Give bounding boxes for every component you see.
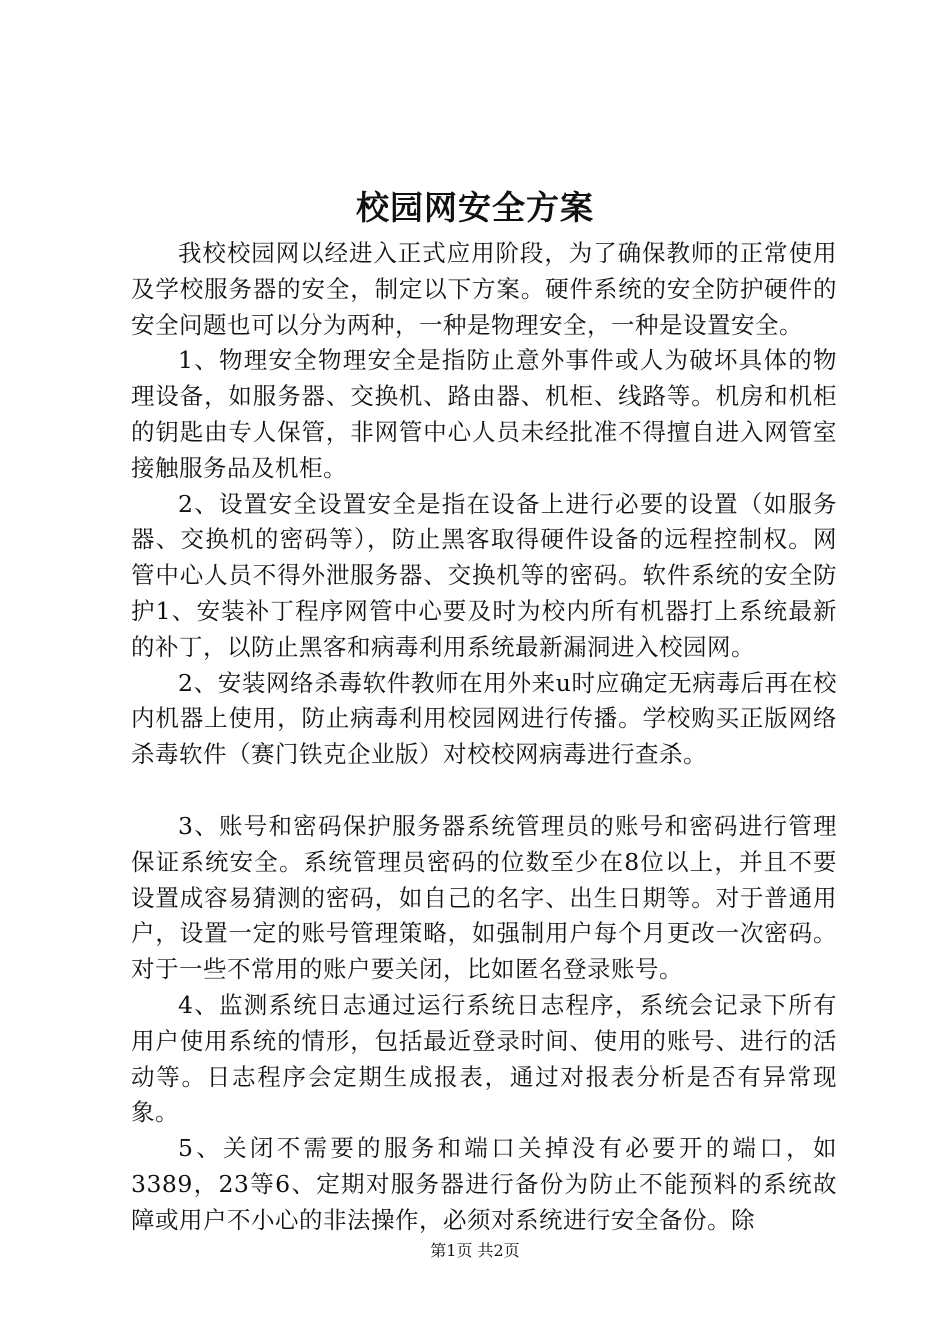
paragraph-intro: 我校校园网以经进入正式应用阶段，为了确保教师的正常使用及学校服务器的安全，制定以下方案。硬件系统的安全防护硬件的安全问题也可以分为两种，一种是物理安全，一种是设置安全。 <box>131 239 837 339</box>
document-body <box>131 236 837 1239</box>
paragraph-account-password: 3、账号和密码保护服务器系统管理员的账号和密码进行管理保证系统安全。系统管理员密码的位数至少在8位以上，并且不要设置成容易猜测的密码，如自己的名字、出生日期等。对于普通用户，设置一定的账号管理策略，如强制用户每个月更改一次密码。对于一些不常用的账户要关闭，比如匿名登录账号。 <box>131 811 837 984</box>
page-footer: 第1页 共2页 <box>430 1241 520 1260</box>
paragraph-physical-security: 1、物理安全物理安全是指防止意外事件或人为破坏具体的物理设备，如服务器、交换机、路由器、机柜、线路等。机房和机柜的钥匙由专人保管，非网管中心人员未经批准不得擅自进入网管室接触服务品及机柜。 <box>131 346 837 482</box>
paragraph-antivirus: 2、安装网络杀毒软件教师在用外来u时应确定无病毒后再在校内机器上使用，防止病毒利用校园网进行传播。学校购买正版网络杀毒软件（赛门铁克企业版）对校校网病毒进行查杀。 <box>131 668 837 769</box>
document-title: 校园网安全方案 <box>356 188 594 227</box>
paragraph-setting-security: 2、设置安全设置安全是指在设备上进行必要的设置（如服务器、交换机的密码等），防止黑客取得硬件设备的远程控制权。网管中心人员不得外泄服务器、交换机等的密码。软件系统的安全防护1、安装补丁程序网管中心要及时为校内所有机器打上系统最新的补丁，以防止黑客和病毒利用系统最新漏洞进入校园网。 <box>131 489 837 661</box>
paragraph-system-log: 4、监测系统日志通过运行系统日志程序，系统会记录下所有用户使用系统的情形，包括最近登录时间、使用的账号、进行的活动等。日志程序会定期生成报表，通过对报表分析是否有异常现象。 <box>131 990 837 1127</box>
paragraph-close-ports: 5、关闭不需要的服务和端口关掉没有必要开的端口，如3389，23等6、定期对服务器进行备份为防止不能预料的系统故障或用户不小心的非法操作，必须对系统进行安全备份。除 <box>131 1134 837 1234</box>
